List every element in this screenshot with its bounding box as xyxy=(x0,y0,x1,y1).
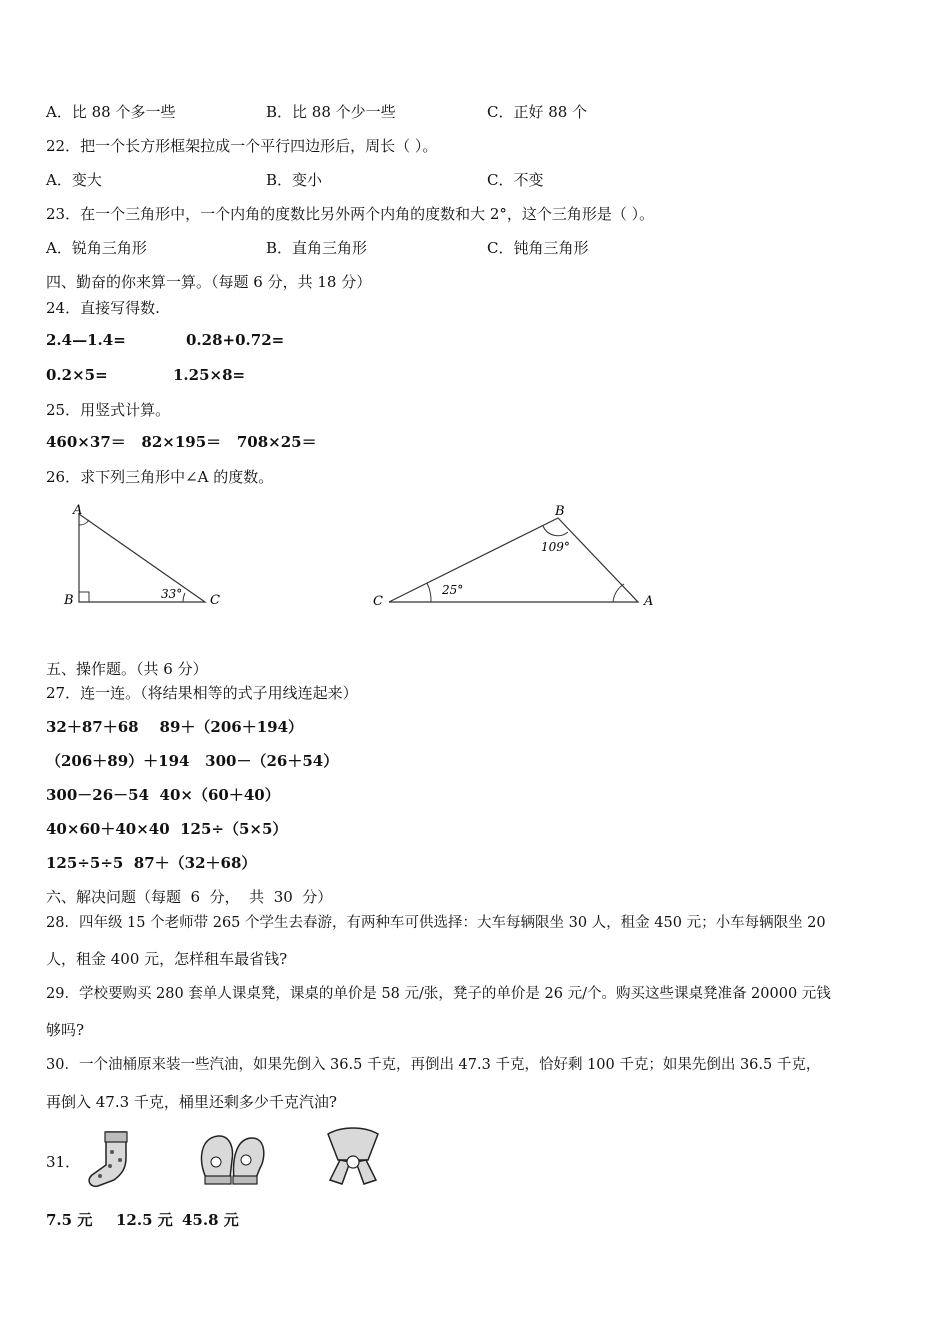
angle-c-value: 33° xyxy=(161,587,183,601)
q23-option-c: C．钝角三角形 xyxy=(487,239,589,257)
q27-row-1: 32＋87＋68 89＋（206＋194） xyxy=(46,718,304,736)
angle-c-arc xyxy=(427,583,431,602)
section-6-title: 六、解决问题（每题 6 分， 共 30 分） xyxy=(46,888,333,906)
vertex-label-c: C xyxy=(210,593,220,608)
sock-icon xyxy=(84,1128,139,1190)
q29-line-2: 够吗? xyxy=(46,1021,85,1039)
q25-expressions: 460×37＝ 82×195＝ 708×25＝ xyxy=(46,433,317,451)
q30-line-2: 再倒入 47.3 千克，桶里还剩多少千克汽油? xyxy=(46,1093,337,1111)
angle-b-arc xyxy=(543,526,568,536)
q31-price-mittens: 12.5 元 xyxy=(116,1211,173,1229)
angle-c-value: 25° xyxy=(442,583,464,597)
angle-c-arc xyxy=(183,593,185,602)
vertex-label-b: B xyxy=(555,504,565,519)
q23-option-a: A．锐角三角形 xyxy=(46,239,147,257)
q23-option-b: B．直角三角形 xyxy=(266,239,368,257)
angle-b-value: 109° xyxy=(541,540,570,554)
vertex-label-c: C xyxy=(373,594,383,609)
section-5-title: 五、操作题。（共 6 分） xyxy=(46,660,208,678)
q27-text: 27．连一连。（将结果相等的式子用线连起来） xyxy=(46,684,358,702)
q21-option-b: B．比 88 个少一些 xyxy=(266,103,396,121)
angle-a-arc xyxy=(79,520,89,525)
section-4-title: 四、勤奋的你来算一算。（每题 6 分，共 18 分） xyxy=(46,273,372,291)
triangle-1-figure xyxy=(55,498,235,613)
triangle-1-shape xyxy=(79,514,205,602)
q23-text: 23．在一个三角形中，一个内角的度数比另外两个内角的度数和大 2°，这个三角形是（ ）。 xyxy=(46,205,655,223)
q21-option-c: C．正好 88 个 xyxy=(487,103,588,121)
q24-expr-3: 0.2×5= xyxy=(46,366,108,384)
q28-line-2: 人，租金 400 元，怎样租车最省钱? xyxy=(46,950,288,968)
q27-row-3: 300－26－54 40×（60＋40） xyxy=(46,786,280,804)
q27-row-2: （206＋89）＋194 300－（26＋54） xyxy=(46,752,339,770)
q28-line-1: 28．四年级 15 个老师带 265 个学生去春游，有两种车可供选择：大车每辆限坐 30 人，租金 450 元；小车每辆限坐 20 xyxy=(46,915,826,931)
scarf-icon xyxy=(322,1124,384,1188)
q22-text: 22．把一个长方形框架拉成一个平行四边形后，周长（ ）。 xyxy=(46,137,438,155)
q31-number: 31． xyxy=(46,1153,81,1171)
mittens-icon xyxy=(196,1128,268,1190)
q27-row-4: 40×60＋40×40 125÷（5×5） xyxy=(46,820,288,838)
triangle-2-shape xyxy=(389,518,638,602)
vertex-label-a: A xyxy=(644,594,654,609)
q25-text: 25．用竖式计算。 xyxy=(46,401,171,419)
q24-text: 24．直接写得数. xyxy=(46,299,160,317)
q24-expr-1: 2.4—1.4= xyxy=(46,331,126,349)
q22-option-b: B．变小 xyxy=(266,171,323,189)
triangle-2-figure xyxy=(365,498,665,613)
q27-row-5: 125÷5÷5 87＋（32＋68） xyxy=(46,854,257,872)
q29-line-1: 29．学校要购买 280 套单人课桌凳，课桌的单价是 58 元/张，凳子的单价是 26 元/个。购买这些课桌凳准备 20000 元钱 xyxy=(46,986,831,1002)
q24-expr-2: 0.28+0.72= xyxy=(186,331,285,349)
vertex-label-b: B xyxy=(64,593,74,608)
q31-price-sock: 7.5 元 xyxy=(46,1211,93,1229)
q22-option-c: C．不变 xyxy=(487,171,544,189)
q24-expr-4: 1.25×8= xyxy=(173,366,246,384)
right-angle-mark xyxy=(79,592,89,602)
vertex-label-a: A xyxy=(73,503,83,518)
q22-option-a: A．变大 xyxy=(46,171,102,189)
q21-option-a: A．比 88 个多一些 xyxy=(46,103,176,121)
q30-line-1: 30．一个油桶原来装一些汽油，如果先倒入 36.5 千克，再倒出 47.3 千克，恰好剩 100 千克；如果先倒出 36.5 千克， xyxy=(46,1057,821,1073)
angle-a-arc xyxy=(613,584,624,602)
q31-price-scarf: 45.8 元 xyxy=(182,1211,239,1229)
q26-text: 26．求下列三角形中∠A 的度数。 xyxy=(46,468,274,486)
